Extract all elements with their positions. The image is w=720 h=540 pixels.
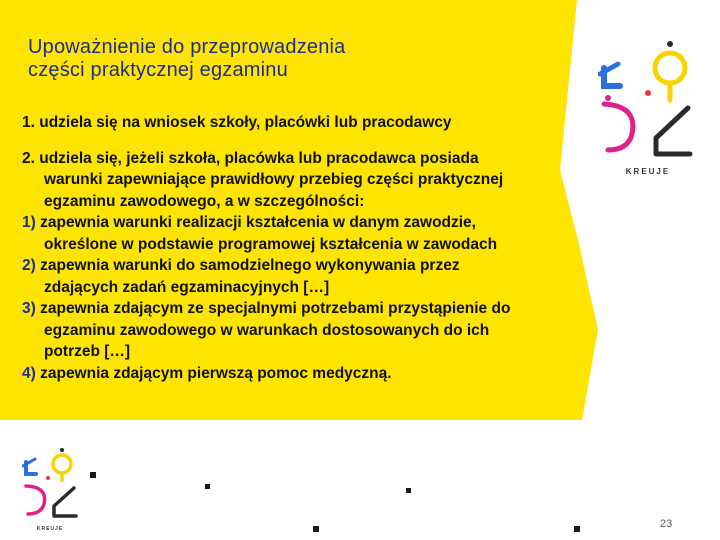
sub-item-3	[22, 298, 602, 363]
sub-item-text: zapewnia warunki realizacji kształcenia w danym zawodzie,	[35, 214, 476, 231]
decorative-dot	[205, 484, 210, 489]
point-2-line-1: 2. udziela się, jeżeli szkoła, placówka lub pracodawca posiada	[22, 149, 479, 167]
decorative-dot	[90, 472, 96, 478]
sub-item-number: 3)	[22, 300, 36, 317]
sub-item-text: zapewnia zdającym ze specjalnymi potrzebami przystąpienie do	[35, 300, 511, 317]
logo-label: KREUJE	[625, 167, 671, 176]
sub-item-4	[22, 363, 602, 385]
decorative-dot	[313, 526, 319, 532]
decorative-dot	[574, 526, 580, 532]
title-line-1: Upoważnienie do przeprowadzenia	[28, 36, 346, 58]
slide-title	[28, 36, 508, 82]
kreuje-logo	[598, 38, 698, 183]
sub-item-number: 2)	[22, 257, 36, 274]
sub-item-text: zdających zadań egzaminacyjnych […]	[44, 278, 330, 296]
sub-item-text: zapewnia warunki do samodzielnego wykonywania przez	[35, 257, 460, 274]
slide-body	[22, 112, 602, 384]
title-line-2: części praktycznej egzaminu	[28, 59, 288, 81]
sub-item-text: potrzeb […]	[44, 343, 131, 360]
sub-item-text: zapewnia zdającym pierwszą pomoc medyczną.	[35, 364, 392, 382]
point-2	[22, 148, 602, 385]
point-2-line-2: warunki zapewniające prawidłowy przebieg części praktycznej	[44, 171, 504, 188]
sub-item-text: egzaminu zawodowego w warunkach dostosowanych do ich	[44, 321, 490, 339]
sub-item-1	[22, 212, 602, 255]
sub-item-number: 4)	[22, 364, 36, 382]
page-number: 23	[660, 518, 673, 530]
sub-item-number: 1)	[22, 214, 36, 231]
point-1: 1. udziela się na wniosek szkoły, placówki lub pracodawcy	[22, 114, 452, 131]
svg-text:KREUJE: KREUJE	[36, 526, 64, 532]
point-2-line-3: egzaminu zawodowego, a w szczególności:	[44, 192, 365, 210]
decorative-dot	[406, 488, 411, 493]
sub-item-2	[22, 255, 602, 298]
sub-item-text: określone w podstawie programowej kształcenia w zawodach	[44, 235, 498, 253]
kreuje-logo-small	[22, 444, 80, 534]
